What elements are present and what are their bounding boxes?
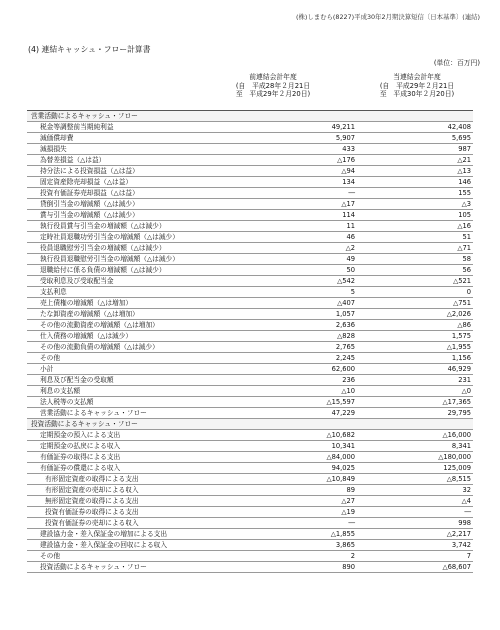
row-label: 退職給付に係る負債の増減額（△は減少） [27, 265, 241, 276]
column-header-line: (自 平成29年２月21日 [379, 81, 455, 90]
row-label: 建設協力金・差入保証金の増加による支出 [27, 529, 241, 540]
value-previous-year: 1,057 [241, 309, 357, 320]
section-title: (4) 連結キャッシュ・フロー計算書 [28, 45, 151, 54]
table-row [27, 551, 473, 562]
row-label: 利息の支払額 [27, 386, 241, 397]
row-label: 小計 [27, 364, 241, 375]
table-row [27, 474, 473, 485]
value-current-year: 987 [357, 144, 473, 155]
row-label: 投資活動によるキャッシュ・フロー [27, 419, 241, 430]
table-row [27, 166, 473, 177]
table-category-row [27, 111, 473, 122]
value-current-year: 29,795 [357, 408, 473, 419]
value-previous-year: 433 [241, 144, 357, 155]
table-row [27, 441, 473, 452]
row-label: 建設協力金・差入保証金の回収による収入 [27, 540, 241, 551]
table-row [27, 254, 473, 265]
unit-label: (単位：百万円) [433, 59, 480, 67]
column-header-line: 至 平成29年２月20日) [235, 90, 311, 99]
table-row [27, 199, 473, 210]
table-row [27, 518, 473, 529]
table-row [27, 386, 473, 397]
value-previous-year: 46 [241, 232, 357, 243]
value-previous-year: 2,245 [241, 353, 357, 364]
value-previous-year: △10,849 [241, 474, 357, 485]
row-label: 有形固定資産の売却による収入 [27, 485, 241, 496]
row-label: 執行役員賞与引当金の増減額（△は減少） [27, 221, 241, 232]
value-previous-year: △17 [241, 199, 357, 210]
table-row [27, 177, 473, 188]
value-current-year: △2,217 [357, 529, 473, 540]
row-label: 売上債権の増減額（△は増加） [27, 298, 241, 309]
value-current-year: 8,341 [357, 441, 473, 452]
table-row [27, 133, 473, 144]
row-label: 営業活動によるキャッシュ・フロー [27, 408, 241, 419]
row-label: 投資活動によるキャッシュ・フロー [27, 562, 241, 573]
row-label: 定時社員退職功労引当金の増減額（△は減少） [27, 232, 241, 243]
value-previous-year: ― [241, 518, 357, 529]
column-header-current-year [362, 73, 472, 99]
table-row [27, 144, 473, 155]
value-previous-year: △828 [241, 331, 357, 342]
value-previous-year: 94,025 [241, 463, 357, 474]
value-previous-year: △15,597 [241, 397, 357, 408]
value-previous-year: △94 [241, 166, 357, 177]
cash-flow-table [27, 110, 473, 573]
row-label: 有形固定資産の取得による支出 [27, 474, 241, 485]
value-previous-year [241, 419, 357, 430]
value-previous-year: 10,341 [241, 441, 357, 452]
table-row [27, 485, 473, 496]
table-row [27, 397, 473, 408]
value-current-year: △3 [357, 199, 473, 210]
row-label: 役員退職慰労引当金の増減額（△は減少） [27, 243, 241, 254]
row-label: 賞与引当金の増減額（△は減少） [27, 210, 241, 221]
value-previous-year [241, 111, 357, 122]
table-row [27, 155, 473, 166]
value-previous-year: △1,855 [241, 529, 357, 540]
value-previous-year: △542 [241, 276, 357, 287]
value-previous-year: △10 [241, 386, 357, 397]
row-label: 貸倒引当金の増減額（△は減少） [27, 199, 241, 210]
row-label: 無形固定資産の取得による支出 [27, 496, 241, 507]
table-row [27, 210, 473, 221]
value-current-year: 1,575 [357, 331, 473, 342]
value-current-year: △751 [357, 298, 473, 309]
value-previous-year: 2,765 [241, 342, 357, 353]
value-current-year: ― [357, 507, 473, 518]
value-previous-year: 134 [241, 177, 357, 188]
row-label: 税金等調整前当期純利益 [27, 122, 241, 133]
row-label: 減損損失 [27, 144, 241, 155]
value-current-year: 0 [357, 287, 473, 298]
value-previous-year: △2 [241, 243, 357, 254]
table-row [27, 529, 473, 540]
table-row [27, 408, 473, 419]
value-previous-year: △19 [241, 507, 357, 518]
table-row [27, 265, 473, 276]
value-previous-year: 236 [241, 375, 357, 386]
row-label: 法人税等の支払額 [27, 397, 241, 408]
table-row [27, 463, 473, 474]
value-previous-year: 5 [241, 287, 357, 298]
value-current-year: 1,156 [357, 353, 473, 364]
row-label: 利息及び配当金の受取額 [27, 375, 241, 386]
table-row [27, 309, 473, 320]
value-previous-year: 114 [241, 210, 357, 221]
value-current-year: △16 [357, 221, 473, 232]
table-row [27, 507, 473, 518]
row-label: 仕入債務の増減額（△は減少） [27, 331, 241, 342]
value-previous-year: ― [241, 188, 357, 199]
value-current-year: 146 [357, 177, 473, 188]
company-header-note: (株)しまむら(8227)平成30年2月期決算短信〔日本基準〕(連結) [295, 13, 480, 21]
table-row [27, 364, 473, 375]
column-header-previous-year [218, 73, 328, 99]
table-row [27, 188, 473, 199]
column-header-line: (自 平成28年２月21日 [235, 81, 311, 90]
row-label: 減価償却費 [27, 133, 241, 144]
value-current-year: 7 [357, 551, 473, 562]
value-previous-year: 50 [241, 265, 357, 276]
row-label: 為替差損益（△は益） [27, 155, 241, 166]
table-row [27, 232, 473, 243]
row-label: たな卸資産の増減額（△は増加） [27, 309, 241, 320]
table-row [27, 562, 473, 573]
table-row [27, 243, 473, 254]
column-header-line: 前連結会計年度 [249, 73, 297, 81]
value-current-year: △2,026 [357, 309, 473, 320]
value-current-year: △68,607 [357, 562, 473, 573]
value-current-year: 32 [357, 485, 473, 496]
row-label: 営業活動によるキャッシュ・フロー [27, 111, 241, 122]
row-label: その他の流動負債の増減額（△は減少） [27, 342, 241, 353]
value-current-year: △21 [357, 155, 473, 166]
value-previous-year: 2 [241, 551, 357, 562]
row-label: 持分法による投資損益（△は益） [27, 166, 241, 177]
value-current-year: 46,929 [357, 364, 473, 375]
value-current-year: 998 [357, 518, 473, 529]
table-row [27, 221, 473, 232]
value-current-year: 51 [357, 232, 473, 243]
cash-flow-table-body [27, 111, 473, 573]
row-label: 固定資産除売却損益（△は益） [27, 177, 241, 188]
value-current-year [357, 111, 473, 122]
column-header-line: 至 平成30年２月20日) [379, 90, 455, 99]
value-current-year: 155 [357, 188, 473, 199]
value-previous-year: △10,682 [241, 430, 357, 441]
table-category-row [27, 419, 473, 430]
value-current-year: 231 [357, 375, 473, 386]
row-label: その他 [27, 551, 241, 562]
row-label: 投資有価証券の取得による支出 [27, 507, 241, 518]
table-row [27, 375, 473, 386]
row-label: 執行役員退職慰労引当金の増減額（△は減少） [27, 254, 241, 265]
value-current-year: △4 [357, 496, 473, 507]
value-previous-year: 89 [241, 485, 357, 496]
column-header-line: 当連結会計年度 [393, 73, 441, 81]
value-current-year: △13 [357, 166, 473, 177]
value-current-year: △521 [357, 276, 473, 287]
value-current-year: △180,000 [357, 452, 473, 463]
value-current-year: △1,955 [357, 342, 473, 353]
value-current-year: 56 [357, 265, 473, 276]
value-previous-year: 5,907 [241, 133, 357, 144]
table-row [27, 122, 473, 133]
value-previous-year: 2,636 [241, 320, 357, 331]
row-label: 受取利息及び受取配当金 [27, 276, 241, 287]
table-row [27, 320, 473, 331]
table-row [27, 496, 473, 507]
value-previous-year: 49,211 [241, 122, 357, 133]
table-row [27, 540, 473, 551]
value-previous-year: △176 [241, 155, 357, 166]
value-current-year: △0 [357, 386, 473, 397]
row-label: 定期預金の預入による支出 [27, 430, 241, 441]
value-current-year: △17,365 [357, 397, 473, 408]
value-previous-year: 3,865 [241, 540, 357, 551]
row-label: その他の流動資産の増減額（△は増加） [27, 320, 241, 331]
value-previous-year: 890 [241, 562, 357, 573]
value-current-year: 58 [357, 254, 473, 265]
value-current-year: 3,742 [357, 540, 473, 551]
value-current-year: △16,000 [357, 430, 473, 441]
value-previous-year: 47,229 [241, 408, 357, 419]
row-label: 定期預金の払戻による収入 [27, 441, 241, 452]
value-current-year: △86 [357, 320, 473, 331]
table-row [27, 452, 473, 463]
row-label: 投資有価証券の売却による収入 [27, 518, 241, 529]
value-current-year: 42,408 [357, 122, 473, 133]
row-label: 投資有価証券売却損益（△は益） [27, 188, 241, 199]
row-label: その他 [27, 353, 241, 364]
row-label: 支払利息 [27, 287, 241, 298]
value-current-year: 105 [357, 210, 473, 221]
value-previous-year: △407 [241, 298, 357, 309]
value-previous-year: △84,000 [241, 452, 357, 463]
value-previous-year: 49 [241, 254, 357, 265]
table-row [27, 430, 473, 441]
value-current-year: △8,515 [357, 474, 473, 485]
table-row [27, 331, 473, 342]
table-row [27, 353, 473, 364]
value-previous-year: 11 [241, 221, 357, 232]
table-row [27, 276, 473, 287]
table-row [27, 287, 473, 298]
value-current-year: 125,009 [357, 463, 473, 474]
value-current-year: △71 [357, 243, 473, 254]
value-previous-year: △27 [241, 496, 357, 507]
row-label: 有価証券の取得による支出 [27, 452, 241, 463]
value-current-year [357, 419, 473, 430]
value-previous-year: 62,600 [241, 364, 357, 375]
table-row [27, 342, 473, 353]
row-label: 有価証券の償還による収入 [27, 463, 241, 474]
value-current-year: 5,695 [357, 133, 473, 144]
table-row [27, 298, 473, 309]
